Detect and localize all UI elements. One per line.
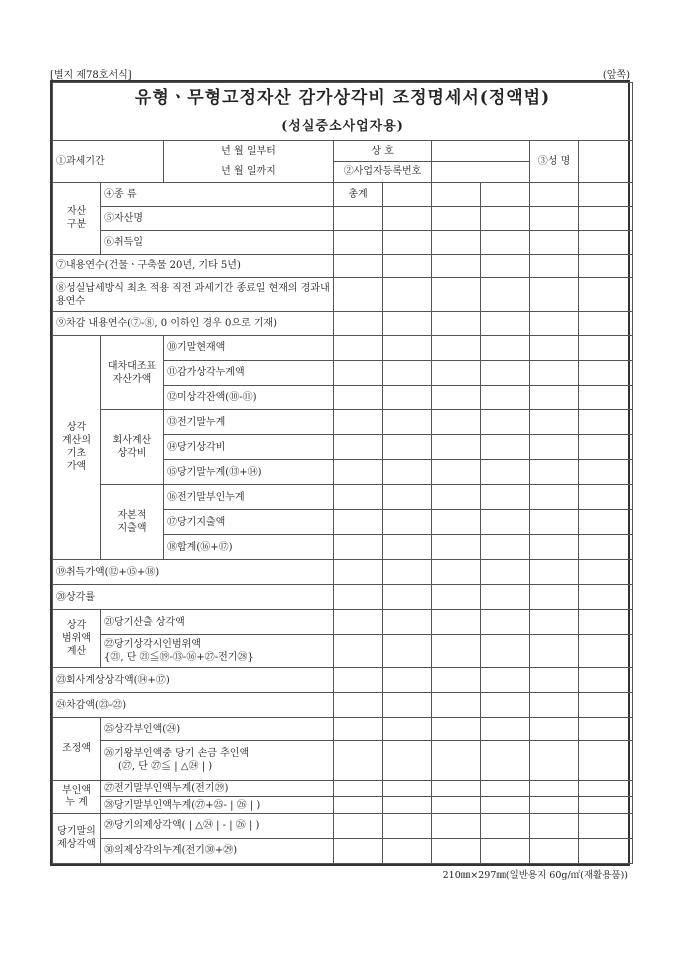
input-cell[interactable] <box>383 385 432 410</box>
paper-spec: 210㎜×297㎜(일반용지 60g/㎡(재활용품)) <box>442 870 628 881</box>
limit-group-label: 상각 범위액 계산 <box>53 610 101 668</box>
input-cell[interactable] <box>579 206 633 230</box>
input-cell[interactable] <box>334 278 383 311</box>
input-cell[interactable] <box>334 206 383 230</box>
input-cell[interactable] <box>530 182 579 206</box>
input-cell[interactable] <box>481 813 530 838</box>
input-cell[interactable] <box>530 741 579 781</box>
input-cell[interactable] <box>579 535 633 560</box>
basis-group-label: 상각 계산의 기초 가액 <box>53 335 101 560</box>
input-cell[interactable] <box>383 585 432 610</box>
input-cell[interactable] <box>530 410 579 435</box>
input-cell[interactable] <box>334 230 383 254</box>
input-cell[interactable] <box>432 560 481 585</box>
input-cell[interactable] <box>334 510 383 535</box>
input-cell[interactable] <box>481 385 530 410</box>
input-cell[interactable] <box>432 460 481 485</box>
input-cell[interactable] <box>579 693 633 718</box>
input-cell[interactable] <box>530 510 579 535</box>
company-depreciation-group-label: 회사계산 상각비 <box>101 410 164 485</box>
input-cell[interactable] <box>432 838 481 863</box>
input-cell[interactable] <box>383 610 432 635</box>
row-label: ⑬전기말누계 <box>164 410 334 435</box>
row-label: ⑰당기지출액 <box>164 510 334 535</box>
input-cell[interactable] <box>334 797 383 814</box>
input-cell[interactable] <box>579 311 633 335</box>
business-regno-label: ②사업자등록번호 <box>334 162 432 183</box>
input-cell[interactable] <box>334 635 383 668</box>
input-cell[interactable] <box>530 813 579 838</box>
input-cell[interactable] <box>481 410 530 435</box>
input-cell[interactable] <box>579 838 633 863</box>
input-cell[interactable] <box>383 311 432 335</box>
input-cell[interactable] <box>579 410 633 435</box>
input-cell[interactable] <box>579 230 633 254</box>
input-cell[interactable] <box>383 668 432 693</box>
input-cell[interactable] <box>383 535 432 560</box>
input-cell[interactable] <box>481 485 530 510</box>
limit-amount-line2: {㉑, 단 ㉑≦⑲-⑬-⑯+㉗-전기㉘} <box>104 652 254 664</box>
input-cell[interactable] <box>530 278 579 311</box>
input-cell[interactable] <box>383 485 432 510</box>
input-cell[interactable] <box>432 335 481 360</box>
input-cell[interactable] <box>383 335 432 360</box>
input-cell[interactable] <box>530 838 579 863</box>
input-cell[interactable] <box>579 560 633 585</box>
input-cell[interactable] <box>432 797 481 814</box>
input-cell[interactable] <box>432 510 481 535</box>
input-cell[interactable] <box>530 230 579 254</box>
limit-amount-label <box>101 635 334 668</box>
input-cell[interactable] <box>481 668 530 693</box>
period-label: ①과세기간 <box>53 141 164 183</box>
input-cell[interactable] <box>579 360 633 385</box>
input-cell[interactable] <box>481 278 530 311</box>
input-cell[interactable] <box>481 510 530 535</box>
row-label: ㉙당기의제상각액( | △㉔ | - | ㉖ | ) <box>101 813 334 838</box>
input-cell[interactable] <box>432 635 481 668</box>
acquisition-date-label: ⑥취득일 <box>101 230 334 254</box>
input-cell[interactable] <box>530 206 579 230</box>
input-cell[interactable] <box>481 560 530 585</box>
input-cell[interactable] <box>383 741 432 781</box>
input-cell[interactable] <box>383 780 432 797</box>
input-cell[interactable] <box>334 741 383 781</box>
input-cell[interactable] <box>481 797 530 814</box>
input-cell[interactable] <box>383 206 432 230</box>
input-cell[interactable] <box>530 635 579 668</box>
input-cell[interactable] <box>432 741 481 781</box>
row-label: ⑱합계(⑯+⑰) <box>164 535 334 560</box>
input-cell[interactable] <box>579 741 633 781</box>
company-booked-label: ㉓회사계상상각액(⑭+⑰) <box>53 668 334 693</box>
input-cell[interactable] <box>579 435 633 460</box>
input-cell[interactable] <box>481 635 530 668</box>
input-cell[interactable] <box>530 560 579 585</box>
input-cell[interactable] <box>432 410 481 435</box>
input-cell[interactable] <box>481 610 530 635</box>
period-to: 년 월 일까지 <box>164 162 334 183</box>
input-cell[interactable] <box>334 385 383 410</box>
input-cell[interactable] <box>432 668 481 693</box>
input-cell[interactable] <box>481 360 530 385</box>
representative-label: ③성 명 <box>530 141 579 183</box>
row-label: ㉘당기말부인액누계(㉗+㉕- | ㉖ | ) <box>101 797 334 814</box>
input-cell[interactable] <box>383 435 432 460</box>
input-cell[interactable] <box>334 254 383 278</box>
input-cell[interactable] <box>530 693 579 718</box>
asset-name-label: ⑤자산명 <box>101 206 334 230</box>
input-cell[interactable] <box>383 560 432 585</box>
row-label: ⑮당기말누계(⑬+⑭) <box>164 460 334 485</box>
input-cell[interactable] <box>334 693 383 718</box>
input-cell[interactable] <box>432 535 481 560</box>
row-label: ㉑당기산출 상각액 <box>101 610 334 635</box>
input-cell[interactable] <box>383 360 432 385</box>
input-cell[interactable] <box>432 610 481 635</box>
representative-field[interactable] <box>579 141 633 183</box>
input-cell[interactable] <box>481 741 530 781</box>
input-cell[interactable] <box>481 693 530 718</box>
row-label: ⑯전기말부인누계 <box>164 485 334 510</box>
input-cell[interactable] <box>481 335 530 360</box>
input-cell[interactable] <box>334 485 383 510</box>
input-cell[interactable] <box>432 693 481 718</box>
input-cell[interactable] <box>383 838 432 863</box>
input-cell[interactable] <box>579 718 633 741</box>
input-cell[interactable] <box>481 182 530 206</box>
input-cell[interactable] <box>579 797 633 814</box>
limit-amount-line1: ㉒당기상각시인범위액 <box>104 639 201 651</box>
deemed-depreciation-group-label: 당기말의 제상각액 <box>53 813 101 863</box>
input-cell[interactable] <box>481 718 530 741</box>
input-cell[interactable] <box>383 182 432 206</box>
total-header: 총계 <box>334 182 383 206</box>
input-cell[interactable] <box>579 335 633 360</box>
input-cell[interactable] <box>383 797 432 814</box>
input-cell[interactable] <box>334 435 383 460</box>
input-cell[interactable] <box>530 780 579 797</box>
input-cell[interactable] <box>579 485 633 510</box>
difference-label: ㉔차감액(㉓-㉒) <box>53 693 334 718</box>
input-cell[interactable] <box>530 585 579 610</box>
input-cell[interactable] <box>432 385 481 410</box>
input-cell[interactable] <box>383 460 432 485</box>
input-cell[interactable] <box>432 435 481 460</box>
input-cell[interactable] <box>334 311 383 335</box>
asset-kind-label: ④종 류 <box>101 182 334 206</box>
form-number: [별지 제78호서식] <box>50 70 132 81</box>
input-cell[interactable] <box>481 435 530 460</box>
input-cell[interactable] <box>579 460 633 485</box>
input-cell[interactable] <box>481 585 530 610</box>
business-regno-field[interactable] <box>432 162 530 183</box>
input-cell[interactable] <box>530 668 579 693</box>
acquisition-value-label: ⑲취득가액(⑫+⑮+⑱) <box>53 560 334 585</box>
input-cell[interactable] <box>481 206 530 230</box>
input-cell[interactable] <box>334 610 383 635</box>
input-cell[interactable] <box>334 718 383 741</box>
input-cell[interactable] <box>530 718 579 741</box>
input-cell[interactable] <box>383 410 432 435</box>
input-cell[interactable] <box>579 182 633 206</box>
input-cell[interactable] <box>432 360 481 385</box>
form-subtitle: (성실중소사업자용) <box>53 114 633 141</box>
input-cell[interactable] <box>481 535 530 560</box>
input-cell[interactable] <box>432 311 481 335</box>
input-cell[interactable] <box>481 460 530 485</box>
input-cell[interactable] <box>530 460 579 485</box>
row-label: ⑭당기상각비 <box>164 435 334 460</box>
reversal-line2: (㉗, 단 ㉗≦ | △㉔ | ) <box>118 761 213 773</box>
row-label: ⑪감가상각누계액 <box>164 360 334 385</box>
input-cell[interactable] <box>334 460 383 485</box>
input-cell[interactable] <box>334 560 383 585</box>
reversal-label <box>101 741 334 781</box>
depreciation-rate-label: ⑳상각률 <box>53 585 334 610</box>
form-title: 유형ㆍ무형고정자산 감가상각비 조정명세서(정액법) <box>53 83 633 114</box>
row-label: ㉚의제상각의누계(전기㉚+㉙) <box>101 838 334 863</box>
input-cell[interactable] <box>432 585 481 610</box>
depreciation-form <box>50 80 630 866</box>
input-cell[interactable] <box>383 693 432 718</box>
elapsed-life-label: ⑧성실납세방식 최초 적용 직전 과세기간 종료일 현재의 경과내용연수 <box>53 278 334 311</box>
row-label: ㉕상각부인액(㉔) <box>101 718 334 741</box>
input-cell[interactable] <box>432 485 481 510</box>
input-cell[interactable] <box>481 838 530 863</box>
input-cell[interactable] <box>334 838 383 863</box>
input-cell[interactable] <box>334 585 383 610</box>
input-cell[interactable] <box>432 780 481 797</box>
input-cell[interactable] <box>481 254 530 278</box>
input-cell[interactable] <box>579 510 633 535</box>
input-cell[interactable] <box>530 797 579 814</box>
input-cell[interactable] <box>579 385 633 410</box>
input-cell[interactable] <box>579 668 633 693</box>
row-label: ⑫미상각잔액(⑩-⑪) <box>164 385 334 410</box>
page-side-label: (앞쪽) <box>602 70 630 81</box>
input-cell[interactable] <box>579 278 633 311</box>
input-cell[interactable] <box>334 335 383 360</box>
input-cell[interactable] <box>432 813 481 838</box>
input-cell[interactable] <box>530 535 579 560</box>
input-cell[interactable] <box>579 585 633 610</box>
remaining-life-label: ⑨차감 내용연수(⑦-⑧, 0 이하인 경우 0으로 기재) <box>53 311 334 335</box>
input-cell[interactable] <box>579 780 633 797</box>
input-cell[interactable] <box>530 335 579 360</box>
input-cell[interactable] <box>334 780 383 797</box>
input-cell[interactable] <box>383 230 432 254</box>
input-cell[interactable] <box>383 278 432 311</box>
company-name-field[interactable] <box>432 141 530 162</box>
period-from: 년 월 일부터 <box>164 141 334 162</box>
input-cell[interactable] <box>530 610 579 635</box>
capital-expenditure-group-label: 자본적 지출액 <box>101 485 164 560</box>
input-cell[interactable] <box>530 360 579 385</box>
input-cell[interactable] <box>383 254 432 278</box>
input-cell[interactable] <box>530 435 579 460</box>
row-label: ㉗전기말부인액누계(전기㉙) <box>101 780 334 797</box>
input-cell[interactable] <box>432 182 481 206</box>
row-label: ⑩기말현재액 <box>164 335 334 360</box>
input-cell[interactable] <box>334 535 383 560</box>
input-cell[interactable] <box>334 360 383 385</box>
asset-class-group: 자산 구분 <box>53 182 101 254</box>
input-cell[interactable] <box>432 206 481 230</box>
input-cell[interactable] <box>432 718 481 741</box>
input-cell[interactable] <box>334 668 383 693</box>
input-cell[interactable] <box>432 278 481 311</box>
input-cell[interactable] <box>579 635 633 668</box>
input-cell[interactable] <box>530 254 579 278</box>
input-cell[interactable] <box>334 410 383 435</box>
useful-life-label: ⑦내용연수(건물ㆍ구축물 20년, 기타 5년) <box>53 254 334 278</box>
input-cell[interactable] <box>383 635 432 668</box>
input-cell[interactable] <box>383 510 432 535</box>
reversal-line1: ㉖기왕부인액중 당기 손금 추인액 <box>104 748 250 760</box>
input-cell[interactable] <box>579 254 633 278</box>
input-cell[interactable] <box>530 485 579 510</box>
input-cell[interactable] <box>530 385 579 410</box>
input-cell[interactable] <box>432 230 481 254</box>
input-cell[interactable] <box>481 780 530 797</box>
form-table <box>52 82 633 864</box>
input-cell[interactable] <box>334 813 383 838</box>
input-cell[interactable] <box>530 311 579 335</box>
input-cell[interactable] <box>579 813 633 838</box>
denied-cumulative-group-label: 부인액 누 계 <box>53 780 101 813</box>
adjustment-group-label: 조정액 <box>53 718 101 780</box>
input-cell[interactable] <box>579 610 633 635</box>
input-cell[interactable] <box>383 813 432 838</box>
input-cell[interactable] <box>383 718 432 741</box>
input-cell[interactable] <box>481 230 530 254</box>
balance-sheet-group-label: 대차대조표 자산가액 <box>101 335 164 410</box>
input-cell[interactable] <box>432 254 481 278</box>
company-name-label: 상 호 <box>334 141 432 162</box>
input-cell[interactable] <box>481 311 530 335</box>
